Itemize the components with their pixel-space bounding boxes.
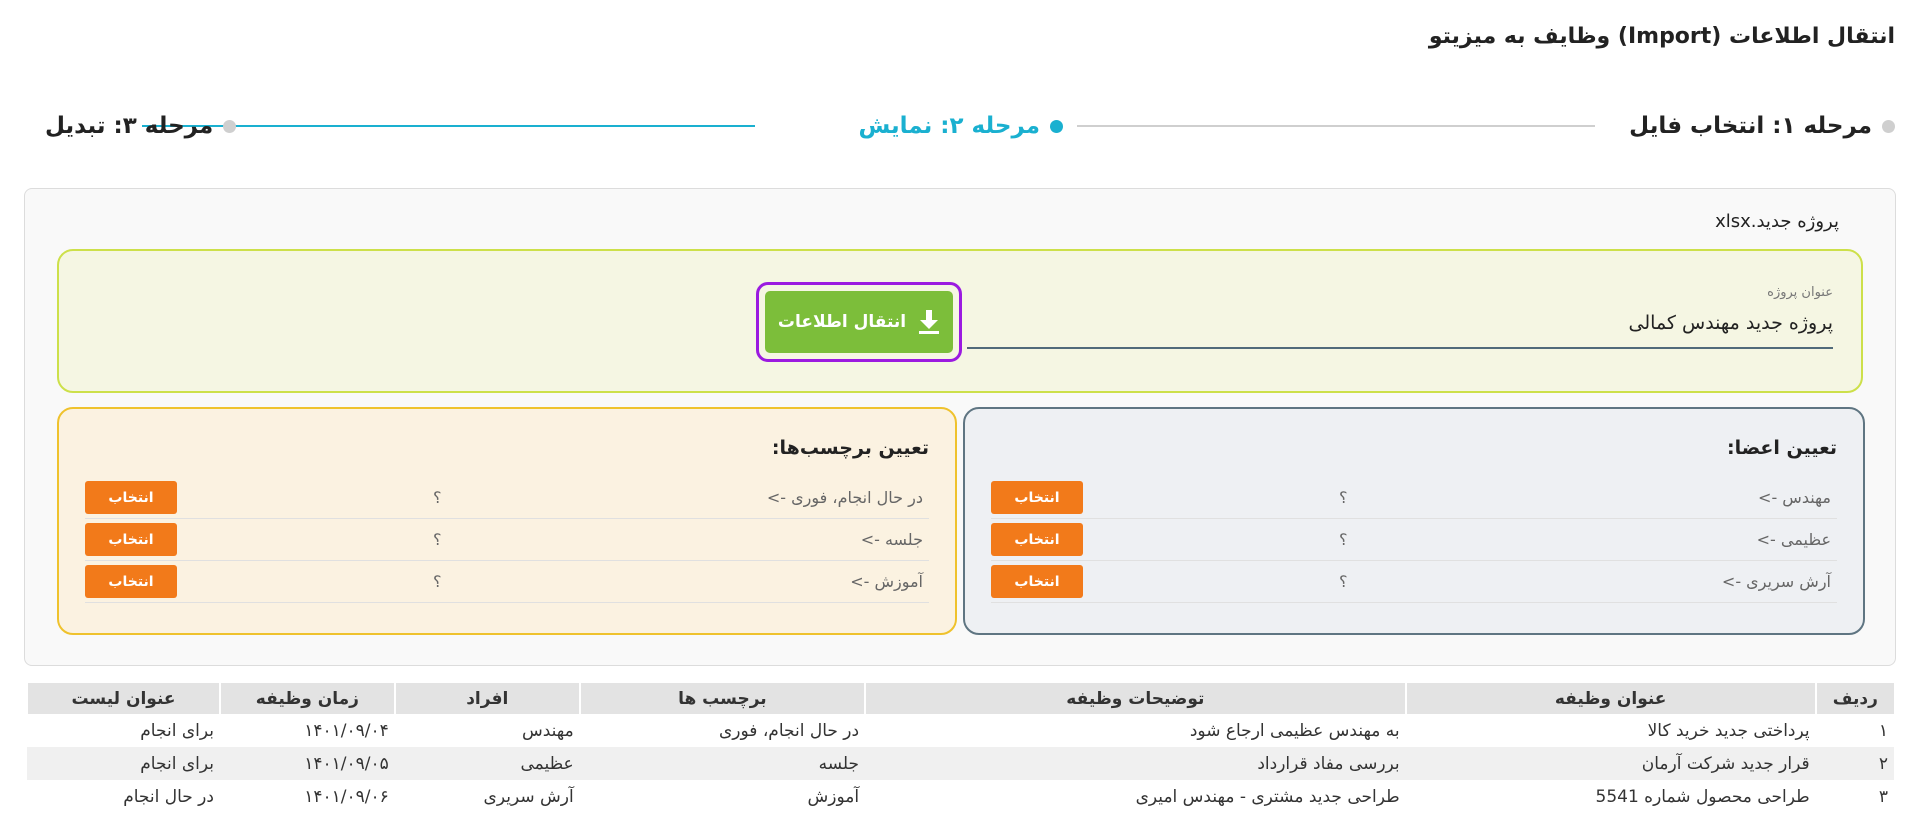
import-button-highlight	[756, 282, 962, 362]
import-panel	[24, 188, 1896, 666]
column-header: توضیحات وظیفه	[865, 683, 1406, 714]
table-cell: برای انجام	[27, 747, 220, 780]
table-cell: ۱۴۰۱/۰۹/۰۵	[220, 747, 395, 780]
select-member-button[interactable]: انتخاب	[991, 523, 1083, 556]
table-header-row	[27, 683, 1894, 714]
tag-row	[85, 477, 929, 519]
table-cell: در حال انجام	[123, 786, 214, 807]
table-cell: ۲	[1816, 747, 1894, 780]
step-dot-icon	[223, 120, 236, 133]
member-row	[991, 519, 1837, 561]
table-cell: ۱۴۰۱/۰۹/۰۶	[304, 786, 389, 807]
table-row	[27, 780, 1894, 813]
table-cell: عظیمی	[395, 747, 580, 780]
member-value: ؟	[1339, 572, 1348, 591]
table-cell: ۱۴۰۱/۰۹/۰۴	[304, 720, 389, 741]
step-select-file[interactable]	[1629, 108, 1895, 144]
step-label: مرحله ۳: تبدیل	[45, 113, 214, 139]
table-cell: پرداختی جدید خرید کالا	[1647, 720, 1810, 741]
step-dot-icon	[1050, 120, 1063, 133]
select-tag-button[interactable]: انتخاب	[85, 565, 177, 598]
stepper	[45, 108, 1895, 144]
member-value: ؟	[1339, 488, 1348, 507]
table-row	[27, 747, 1894, 780]
table-cell: برای انجام	[140, 720, 214, 741]
table-cell: بررسی مفاد قرارداد	[865, 747, 1406, 780]
tag-value: ؟	[433, 530, 442, 549]
table-cell: آموزش	[807, 786, 860, 807]
table-row	[27, 714, 1894, 747]
member-name: آرش سریری ->	[1721, 572, 1831, 591]
member-row	[991, 477, 1837, 519]
assign-tags-title: تعیین برچسب‌ها:	[771, 437, 929, 459]
select-tag-button[interactable]: انتخاب	[85, 523, 177, 556]
step-convert[interactable]	[45, 108, 236, 144]
table-cell: در حال انجام، فوری	[718, 720, 860, 741]
select-member-button[interactable]: انتخاب	[991, 481, 1083, 514]
import-button[interactable]	[765, 291, 953, 353]
table-cell: به مهندس عظیمی ارجاع شود	[1189, 720, 1400, 741]
assign-tags-box	[57, 407, 957, 635]
table-cell: قرار جدید شرکت آرمان	[1406, 747, 1816, 780]
table-cell: ۳	[1878, 786, 1888, 807]
tasks-table	[26, 683, 1894, 813]
table-cell: جلسه	[580, 747, 865, 780]
stepper-line-1	[1077, 125, 1595, 127]
member-name: مهندس ->	[1758, 488, 1831, 507]
tag-value: ؟	[433, 488, 442, 507]
project-title-input[interactable]	[967, 307, 1833, 349]
member-value: ؟	[1339, 530, 1348, 549]
project-title-label: عنوان پروژه	[1767, 285, 1833, 300]
tag-name: آموزش ->	[850, 572, 923, 591]
page-title: انتقال اطلاعات (Import) وظایف به میزیتو	[1428, 24, 1895, 49]
table-cell: آرش سریری	[483, 786, 574, 807]
column-header: برچسب ها	[580, 683, 865, 714]
step-display[interactable]	[858, 108, 1063, 144]
tag-row	[85, 561, 929, 603]
step-dot-icon	[1882, 120, 1895, 133]
assign-members-title: تعیین اعضا:	[1726, 437, 1837, 459]
table-cell: ۱	[1878, 720, 1888, 741]
tag-name: جلسه ->	[860, 530, 923, 549]
import-button-label: انتقال اطلاعات	[777, 312, 907, 332]
column-header: افراد	[395, 683, 580, 714]
select-member-button[interactable]: انتخاب	[991, 565, 1083, 598]
table-cell: طراحی محصول شماره 5541	[1595, 786, 1810, 807]
column-header: زمان وظیفه	[220, 683, 395, 714]
download-icon	[918, 309, 940, 335]
column-header: ردیف	[1816, 683, 1894, 714]
tag-value: ؟	[433, 572, 442, 591]
assign-members-box	[963, 407, 1865, 635]
step-label: مرحله ۲: نمایش	[858, 113, 1040, 139]
table-cell: طراحی جدید مشتری - مهندس امیری	[1135, 786, 1400, 807]
step-label: مرحله ۱: انتخاب فایل	[1629, 113, 1872, 139]
member-row	[991, 561, 1837, 603]
table-cell: مهندس	[521, 720, 574, 741]
tag-row	[85, 519, 929, 561]
member-name: عظیمی ->	[1756, 530, 1831, 549]
file-name: پروژه جدید.xlsx	[1715, 211, 1839, 232]
tag-name: در حال انجام، فوری ->	[766, 488, 923, 507]
column-header: عنوان وظیفه	[1406, 683, 1816, 714]
project-box	[57, 249, 1863, 393]
column-header: عنوان لیست	[27, 683, 220, 714]
select-tag-button[interactable]: انتخاب	[85, 481, 177, 514]
